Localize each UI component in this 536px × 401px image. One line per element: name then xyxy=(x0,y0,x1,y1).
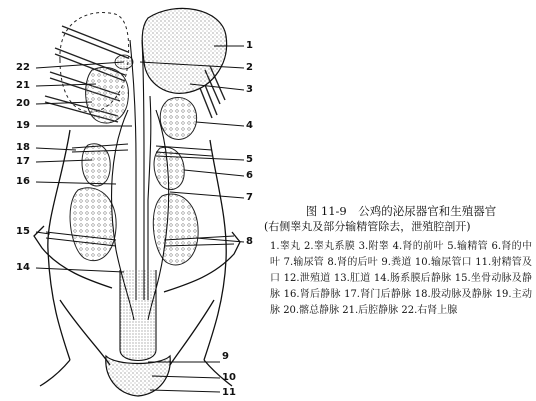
legend-item: 11.射精管及口 xyxy=(270,257,533,284)
legend-item: 21.后腔静脉 xyxy=(342,305,399,316)
legend-item: 7.输尿管 xyxy=(283,257,324,268)
legend-item: 14.肠系膜后静脉 xyxy=(373,273,452,284)
callout-16: 16 xyxy=(16,176,30,187)
legend-item: 9.粪道 xyxy=(381,257,412,268)
legend-item: 6.肾的中叶 xyxy=(270,241,532,268)
callout-10: 10 xyxy=(222,372,236,383)
legend-item: 13.肛道 xyxy=(333,273,371,284)
testis xyxy=(142,8,226,93)
figure-subtitle: (右侧睾丸及部分输精管除去，泄殖腔剖开) xyxy=(264,220,471,233)
callout-14: 14 xyxy=(16,262,30,273)
legend-item: 8.肾的后叶 xyxy=(327,257,378,268)
callout-9: 9 xyxy=(222,351,229,362)
legend-item: 19.主动脉 xyxy=(270,289,532,316)
figure-title: 图 11-9 公鸡的泌尿器官和生殖器官 xyxy=(305,204,497,218)
callout-15: 15 xyxy=(16,226,30,237)
rectum xyxy=(120,270,156,361)
callout-20: 20 xyxy=(16,98,30,109)
callout-8: 8 xyxy=(246,236,253,247)
legend-item: 1.睾丸 xyxy=(270,241,301,252)
legend-item: 2.睾丸系膜 xyxy=(303,241,356,252)
callout-1: 1 xyxy=(246,40,253,51)
callout-11: 11 xyxy=(222,387,236,398)
legend-item: 16.肾后静脉 xyxy=(283,289,341,300)
callout-3: 3 xyxy=(246,84,253,95)
callout-17: 17 xyxy=(16,156,30,167)
legend-item: 3.附睾 xyxy=(358,241,390,252)
legend-item: 12.泄殖道 xyxy=(283,273,331,284)
callout-6: 6 xyxy=(246,170,253,181)
callout-19: 19 xyxy=(16,120,30,131)
legend-item: 4.肾的前叶 xyxy=(392,241,444,252)
callout-18: 18 xyxy=(16,142,30,153)
legend-item: 15.坐骨动脉及静脉 xyxy=(270,273,533,300)
legend-item: 18.股动脉及静脉 xyxy=(414,289,493,300)
legend-item: 20.髂总静脉 xyxy=(283,305,340,316)
callout-2: 2 xyxy=(246,62,253,73)
legend-item: 22.右肾上腺 xyxy=(401,305,458,316)
callout-22: 22 xyxy=(16,62,30,73)
callout-4: 4 xyxy=(246,120,253,131)
callout-5: 5 xyxy=(246,154,253,165)
legend-list xyxy=(270,239,532,319)
figure-caption xyxy=(264,204,533,319)
callout-7: 7 xyxy=(246,192,253,203)
callout-21: 21 xyxy=(16,80,30,91)
legend-item: 17.肾门后静脉 xyxy=(344,289,412,300)
legend-item: 10.输尿管口 xyxy=(414,257,472,268)
legend-item: 5.输精管 xyxy=(447,241,488,252)
